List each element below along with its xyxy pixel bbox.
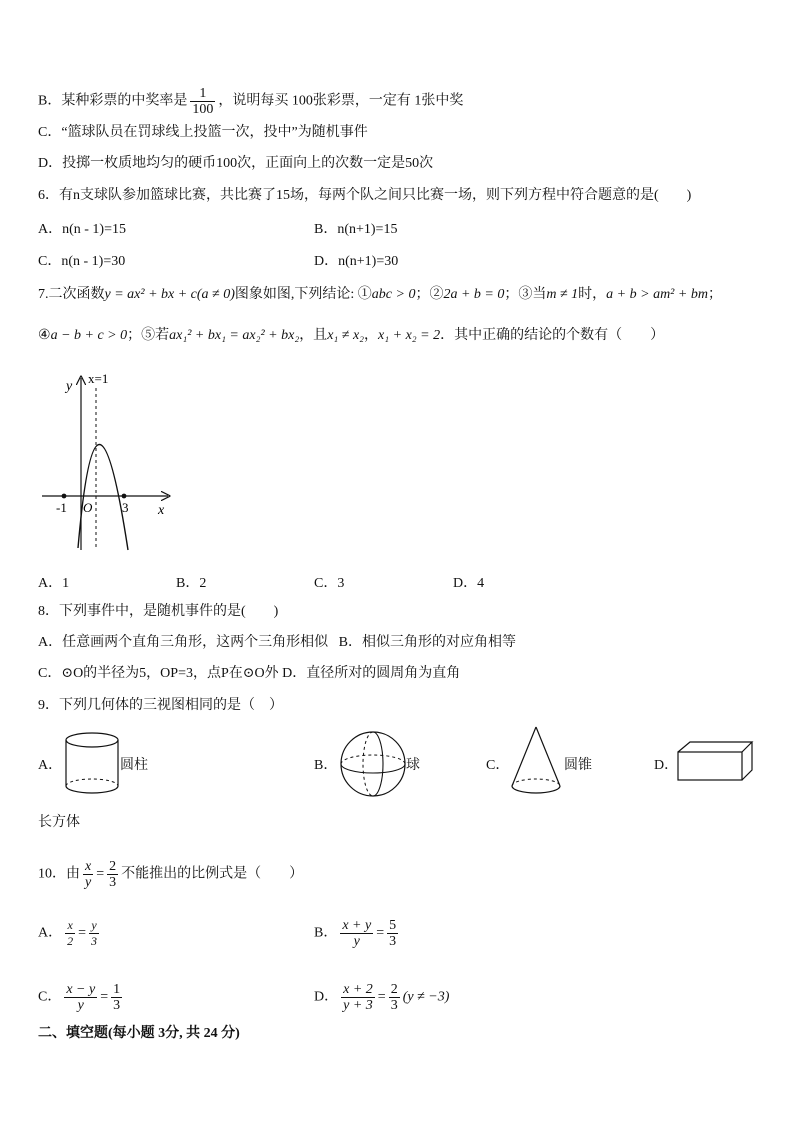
- q9-option-c-tag: C．: [486, 758, 510, 773]
- q5-option-b: B．某种彩票的中奖率是 $\frac{1}{100}$ ，说明每买 100张彩票，一定有 1张中奖: [38, 86, 464, 117]
- q8-options-row1: A．任意画两个直角三角形，这两个三角形相似 B．相似三角形的对应角相等: [38, 635, 516, 650]
- q10-option-a: A． $\frac{x}{2}$ = $\frac{y}{3}$: [38, 918, 98, 948]
- q9-option-a-tag: A．: [38, 758, 63, 773]
- q7-option-c: C．3: [314, 576, 345, 591]
- parabola-curve: [78, 444, 128, 550]
- cone-icon: [508, 724, 564, 798]
- q10-frac-x-y: $\frac{x}{y}$: [85, 859, 92, 890]
- q9-stem: 9．下列几何体的三视图相同的是（ ）: [38, 698, 283, 713]
- parabola-graph: [36, 368, 176, 558]
- q9-option-d-label: 长方体: [38, 815, 80, 830]
- sphere-icon: [338, 730, 410, 800]
- axis-line-label: x=1: [88, 371, 109, 386]
- q10-frac-2-3: $\frac{2}{3}$: [109, 859, 117, 890]
- q6-option-d: D．n(n+1)=30: [314, 254, 399, 269]
- q8-stem: 8．下列事件中，是随机事件的是( ): [38, 604, 279, 619]
- root-label-left: -1: [56, 500, 67, 515]
- q10-option-b: B． $\frac{x + y}{y}$ = $\frac{5}{3}$: [314, 918, 397, 949]
- q7-line1: 7.二次函数y = ax² + bx + c(a ≠ 0)图象如图,下列结论: ①abc > 0；②2a + b = 0；③当m ≠ 1时，a + b > am² + bm；: [38, 287, 722, 302]
- q8-options-row2: C．⊙O的半径为5，OP=3，点P在⊙O外 D．直径所对的圆周角为直角: [38, 666, 461, 681]
- q6-option-c: C．n(n - 1)=30: [38, 254, 126, 269]
- root-point-right: [122, 494, 127, 499]
- origin-label: O: [83, 500, 93, 515]
- q10-option-d: D． $\frac{x + 2}{y + 3}$ = $\frac{2}{3}$ (y ≠ −3): [314, 982, 450, 1013]
- q7-line2: ④a − b + c > 0；⑤若ax₁² + bx₁ = ax₂² + bx₂，且x₁ ≠ x₂，x₁ + x₂ = 2．其中正确的结论的个数有（ ）: [38, 328, 665, 343]
- q7-option-a: A．1: [38, 576, 70, 591]
- q10-option-c: C． $\frac{x - y}{y}$ = $\frac{1}{3}$: [38, 982, 121, 1013]
- q9-option-b-label: 球: [406, 758, 420, 773]
- q5-option-c: C．“篮球队员在罚球线上投篮一次，投中”为随机事件: [38, 125, 368, 140]
- q7-option-b: B．2: [176, 576, 207, 591]
- cylinder-icon: [62, 730, 122, 796]
- q10-stem: 10．由 $\frac{x}{y}$ = $\frac{2}{3}$ 不能推出的比例式是（ ）: [38, 859, 304, 890]
- q6-option-b: B．n(n+1)=15: [314, 222, 398, 237]
- q9-option-d-tag: D．: [654, 758, 679, 773]
- q6-option-a: A．n(n - 1)=15: [38, 222, 126, 237]
- cuboid-icon: [676, 740, 756, 784]
- q9-option-a-label: 圆柱: [120, 758, 148, 773]
- q9-option-b-tag: B．: [314, 758, 338, 773]
- root-label-right: 3: [122, 500, 129, 515]
- q9-option-c-label: 圆锥: [564, 758, 592, 773]
- x-axis-label: x: [158, 503, 165, 518]
- q7-option-d: D．4: [453, 576, 485, 591]
- q5-fraction: $\frac{1}{100}$: [192, 86, 214, 117]
- section-heading: 二、填空题(每小题 3分, 共 24 分): [38, 1026, 240, 1041]
- q6-stem: 6．有n支球队参加篮球比赛，共比赛了15场，每两个队之间只比赛一场，则下列方程中符合题意的是( ): [38, 188, 692, 203]
- q5-option-d: D．投掷一枚质地均匀的硬币100次，正面向上的次数一定是50次: [38, 156, 434, 171]
- root-point-left: [62, 494, 67, 499]
- y-axis-label: y: [66, 379, 73, 394]
